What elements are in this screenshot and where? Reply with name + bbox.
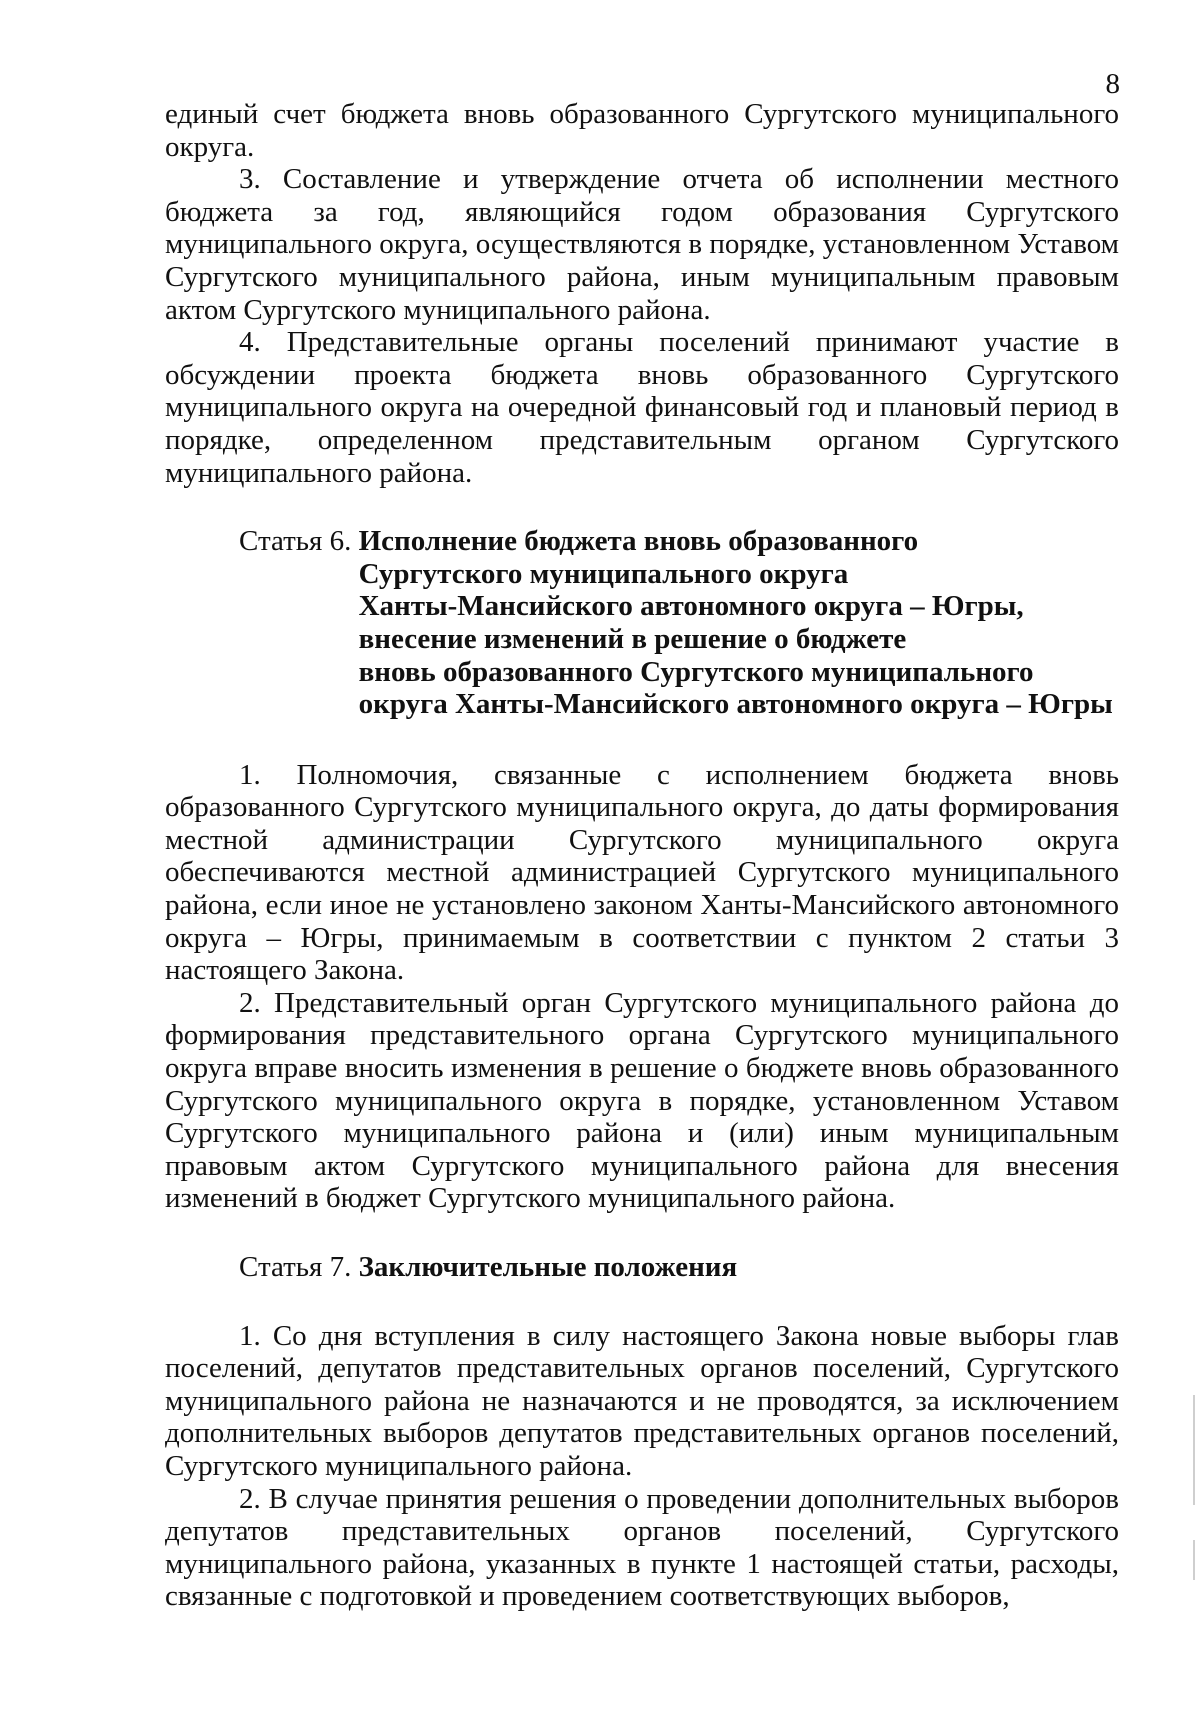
document-body <box>165 98 1119 1613</box>
paragraph: 2. Представительный орган Сургутского муниципального района до формирования представительного органа Сургутского муниципального округа вправе вносить изменения в решение о бюджете вновь образованного Сургутского муниципального округа в порядке, установленном Уставом Сургутского муниципального района и (или) иным муниципальным правовым актом Сургутского муниципального района для внесения изменений в бюджет Сургутского муниципального района. <box>165 986 1119 1215</box>
article-6-heading <box>165 525 1119 721</box>
title-line: Ханты-Мансийского автономного округа – Югры, <box>358 590 1024 623</box>
scan-edge-mark <box>1193 1540 1195 1580</box>
title-line: Исполнение бюджета вновь образованного <box>358 525 919 558</box>
paragraph: 1. Полномочия, связанные с исполнением бюджета вновь образованного Сургутского муниципального округа, до даты формирования местной администрации Сургутского муниципального округа обеспечиваются местной администрацией Сургутского муниципального района, если иное не установлено законом Ханты-Мансийского автономного округа – Югры, принимаемым в соответствии с пунктом 2 статьи 3 настоящего Закона. <box>165 758 1119 987</box>
title-line: вновь образованного Сургутского муниципального <box>358 655 1034 688</box>
title-line: Сургутского муниципального округа <box>358 557 849 590</box>
page-number: 8 <box>1105 68 1120 100</box>
scan-edge-mark <box>1193 1395 1195 1505</box>
paragraph: единый счет бюджета вновь образованного Сургутского муниципального округа. <box>165 98 1119 163</box>
title-line: Заключительные положения <box>358 1251 738 1283</box>
article-7-heading <box>165 1251 1119 1284</box>
title-line: округа Ханты-Мансийского автономного округа – Югры <box>358 688 1113 721</box>
title-line: внесение изменений в решение о бюджете <box>358 622 907 655</box>
paragraph: 2. В случае принятия решения о проведении дополнительных выборов депутатов представительных органов поселений, Сургутского муниципального района, указанных в пункте 1 настоящей статьи, расходы, связанные с подготовкой и проведением соответствующих выборов, <box>165 1482 1119 1613</box>
article-7-number: Статья 7. <box>239 1251 359 1283</box>
paragraph: 4. Представительные органы поселений принимают участие в обсуждении проекта бюджета вновь образованного Сургутского муниципального округа на очередной финансовый год и плановый период в порядке, определенном представительным органом Сургутского муниципального района. <box>165 326 1119 489</box>
article-7-title <box>359 1251 738 1284</box>
paragraph: 3. Составление и утверждение отчета об исполнении местного бюджета за год, являющийся годом образования Сургутского муниципального округа, осуществляются в порядке, установленном Уставом Сургутского муниципального района, иным муниципальным правовым актом Сургутского муниципального района. <box>165 163 1119 326</box>
article-6-number: Статья 6. <box>239 525 359 558</box>
paragraph: 1. Со дня вступления в силу настоящего Закона новые выборы глав поселений, депутатов представительных органов поселений, Сургутского муниципального района не назначаются и не проводятся, за исключением дополнительных выборов депутатов представительных органов поселений, Сургутского муниципального района. <box>165 1319 1119 1482</box>
article-6-title <box>359 525 1113 721</box>
